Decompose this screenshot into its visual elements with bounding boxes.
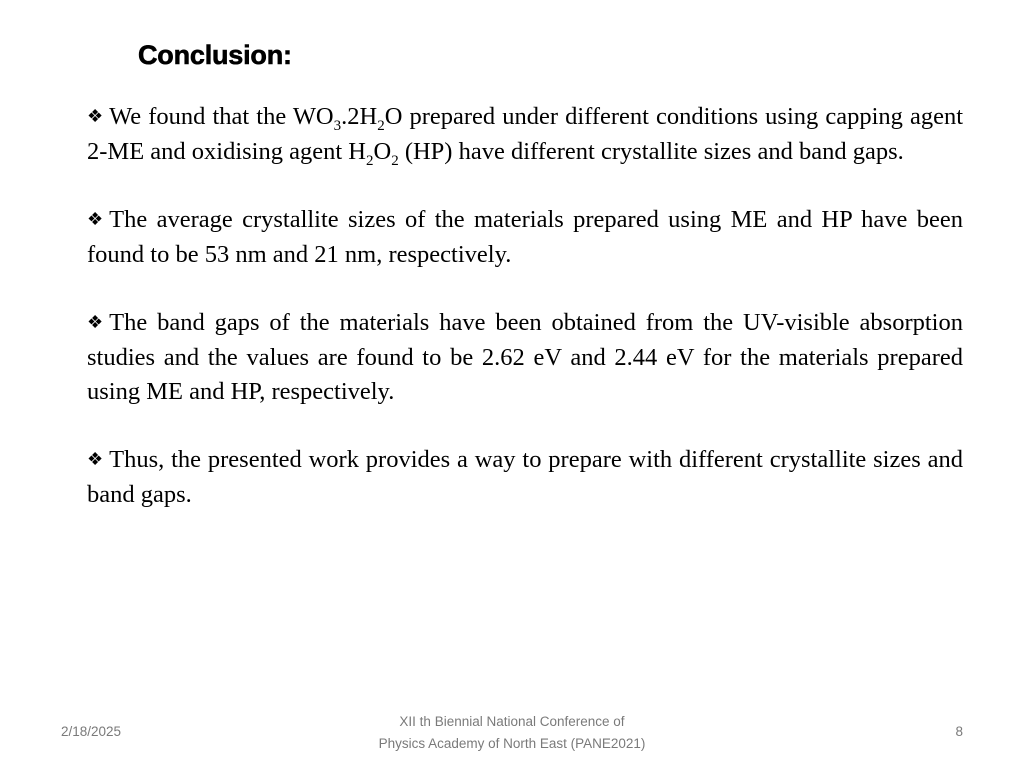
footer-conference xyxy=(336,711,688,755)
point-1-text-b: .2H xyxy=(341,103,378,130)
conclusion-content xyxy=(87,100,963,546)
point-1-text-e: (HP) have different crystallite sizes and band gaps. xyxy=(398,138,904,165)
conclusion-point-4 xyxy=(87,443,963,512)
diamond-bullet-icon: ❖ xyxy=(87,449,104,469)
subscript-2: 2 xyxy=(366,153,374,169)
footer-date: 2/18/2025 xyxy=(61,724,122,739)
footer-conference-line-2: Physics Academy of North East (PANE2021) xyxy=(378,736,646,751)
diamond-bullet-icon: ❖ xyxy=(87,312,104,332)
point-2-text: The average crystallite sizes of the materials prepared using ME and HP have been found to be 53 nm and 21 nm, respectively. xyxy=(87,206,963,268)
diamond-bullet-icon: ❖ xyxy=(87,209,104,229)
subscript-2: 2 xyxy=(391,153,399,169)
conclusion-point-1 xyxy=(87,100,963,169)
point-1-text-a: We found that the WO xyxy=(109,103,334,130)
diamond-bullet-icon: ❖ xyxy=(87,106,104,126)
point-1-text-c: O prepared under different conditions using capping agent 2-ME and oxidising agent H xyxy=(87,103,963,165)
conclusion-point-2 xyxy=(87,203,963,272)
point-4-text: Thus, the presented work provides a way to prepare with different crystallite sizes and band gaps. xyxy=(87,446,963,508)
subscript-2: 2 xyxy=(377,118,385,134)
footer-conference-line-1: XII th Biennial National Conference of xyxy=(399,714,625,729)
conclusion-point-3 xyxy=(87,306,963,409)
point-1-text-d: O xyxy=(373,138,392,165)
subscript-3: 3 xyxy=(333,118,342,134)
page-number: 8 xyxy=(955,724,963,739)
slide-title: Conclusion: xyxy=(138,40,292,70)
point-3-text: The band gaps of the materials have been obtained from the UV-visible absorption studies and the values are found to be 2.62 eV and 2.44 eV for the materials prepared using ME and HP, respectively. xyxy=(87,309,963,405)
